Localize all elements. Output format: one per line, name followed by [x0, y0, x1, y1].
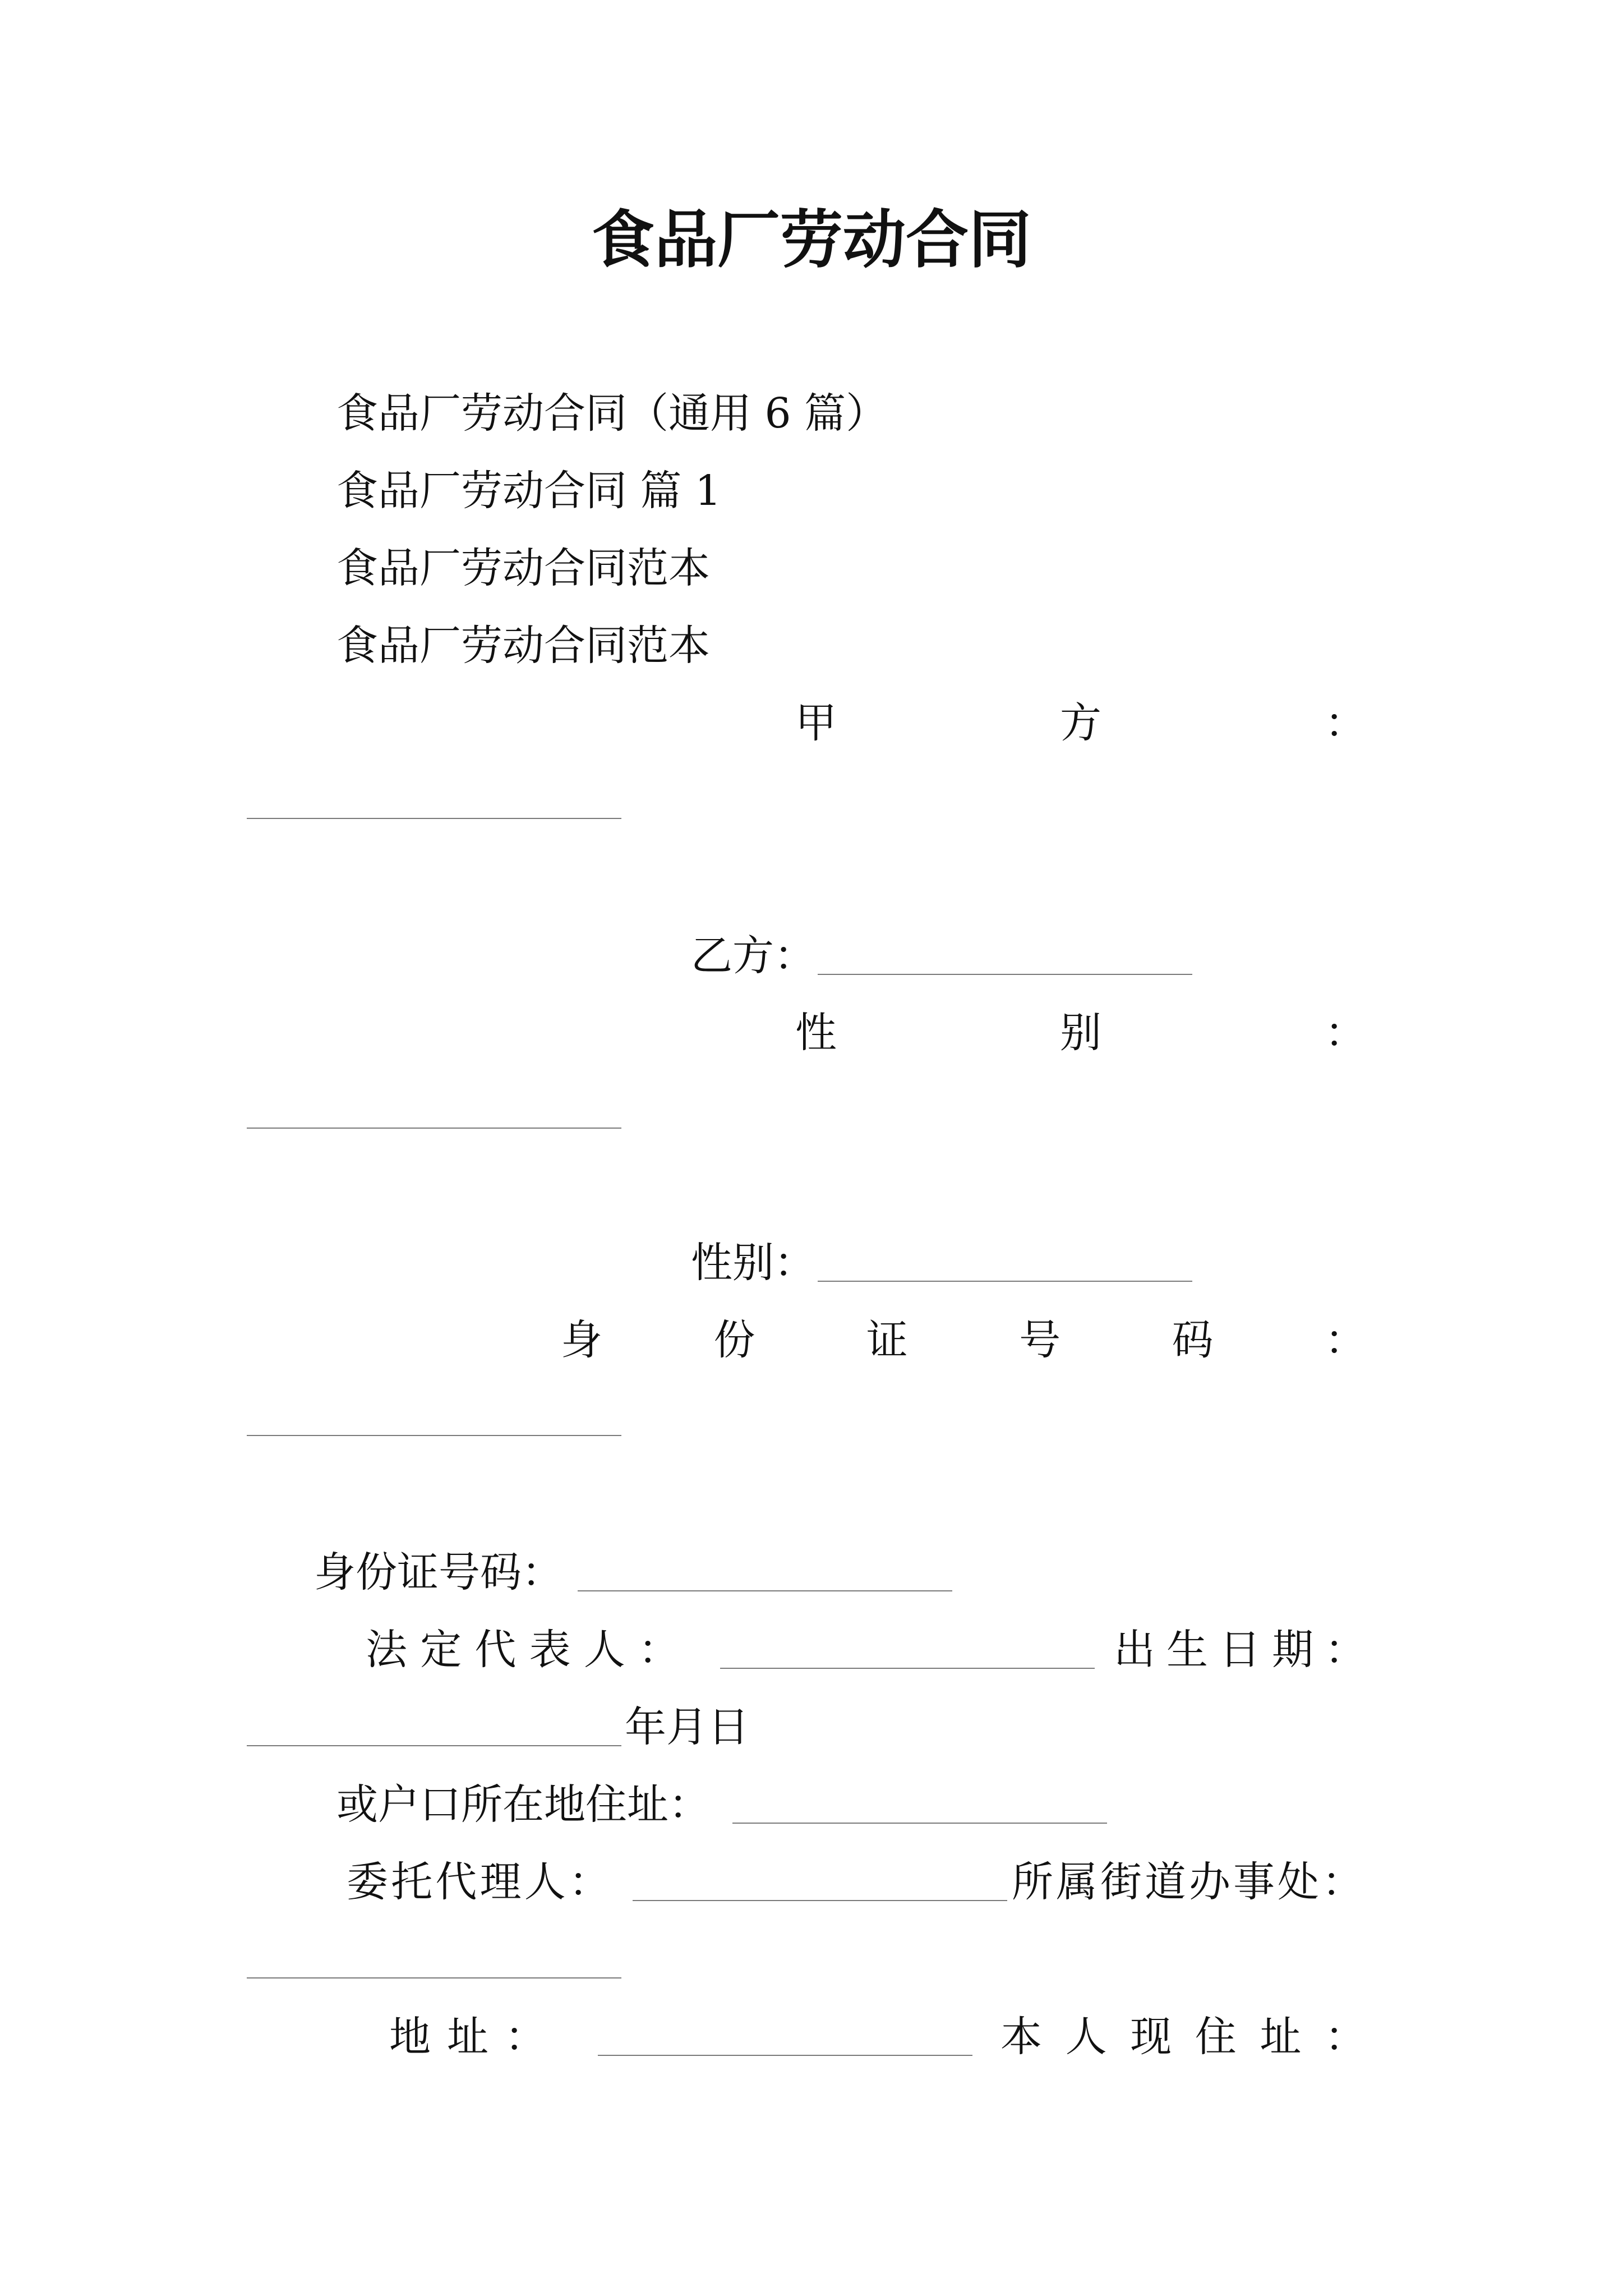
legal-rep-char-1: 法: [366, 1626, 407, 1674]
birth-date-ymd: 年月日: [625, 1703, 749, 1751]
birth-date-label: [1114, 1626, 1366, 1674]
address-colon: ：: [505, 2013, 546, 2061]
intro-line-2: 食品厂劳动合同 篇 1: [336, 467, 722, 515]
intro-line-1: 食品厂劳动合同（通用 6 篇）: [336, 389, 888, 438]
id-number-blank-line: [247, 1435, 621, 1436]
gender-row: [795, 1009, 1366, 1057]
birth-date-char-2: 生: [1166, 1626, 1208, 1674]
subdistrict-label: 所属街道办事处：: [1012, 1858, 1366, 1906]
agent-char-1: 委: [347, 1858, 388, 1906]
agent-char-4: 理: [479, 1858, 522, 1906]
legal-rep-char-4: 表: [529, 1626, 571, 1674]
birth-date-blank-line: [247, 1745, 621, 1746]
current-address-label: [1000, 2013, 1366, 2061]
agent-char-3: 代: [435, 1858, 477, 1906]
legal-representative-label: [366, 1626, 680, 1674]
agent-blank-line: [633, 1900, 1007, 1901]
legal-rep-char-5: 人: [583, 1626, 625, 1674]
address-char-2: 址: [447, 2013, 488, 2061]
gender-label: 性别：: [691, 1239, 815, 1287]
id-number-row: [561, 1316, 1366, 1364]
address-char-1: 地: [389, 2013, 431, 2061]
party-a-row: [795, 699, 1366, 747]
agent-char-2: 托: [391, 1858, 433, 1906]
party-a-blank-line: [247, 818, 621, 819]
party-a-char-2: 方: [1060, 699, 1101, 747]
id-number-label-blank-line: [578, 1590, 952, 1591]
legal-rep-char-2: 定: [420, 1626, 462, 1674]
gender-label-blank-line: [818, 1281, 1192, 1282]
party-b-label: 乙方：: [691, 932, 815, 980]
legal-rep-char-3: 代: [474, 1626, 517, 1674]
id-colon: ：: [1324, 1316, 1366, 1364]
id-char-4: 号: [1019, 1316, 1061, 1364]
party-a-char-1: 甲: [795, 699, 837, 747]
id-char-3: 证: [866, 1316, 908, 1364]
hukou-address-label: 或户口所在地住址：: [336, 1780, 710, 1829]
id-char-2: 份: [713, 1316, 755, 1364]
id-number-label: 身份证号码：: [314, 1548, 563, 1596]
current-address-char-5: 址: [1260, 2013, 1302, 2061]
gender-colon: ：: [1325, 1009, 1366, 1057]
subdistrict-blank-line: [247, 1977, 621, 1978]
legal-rep-colon: ：: [638, 1626, 680, 1674]
current-address-colon: ：: [1324, 2013, 1366, 2061]
gender-char-1: 性: [795, 1009, 837, 1057]
agent-char-5: 人: [524, 1858, 566, 1906]
birth-date-char-3: 日: [1219, 1626, 1261, 1674]
id-char-5: 码: [1172, 1316, 1214, 1364]
legal-representative-blank-line: [720, 1668, 1095, 1669]
address-blank-line: [598, 2055, 972, 2056]
current-address-char-2: 人: [1065, 2013, 1107, 2061]
gender-char-2: 别: [1060, 1009, 1101, 1057]
birth-date-char-1: 出: [1114, 1626, 1155, 1674]
intro-line-3: 食品厂劳动合同范本: [336, 544, 710, 592]
current-address-char-4: 住: [1195, 2013, 1237, 2061]
gender-blank-line: [247, 1128, 621, 1129]
document-title: 食品厂劳动合同: [592, 204, 1031, 277]
hukou-address-blank-line: [732, 1823, 1107, 1824]
agent-label: [347, 1858, 610, 1906]
address-label: [389, 2013, 546, 2061]
current-address-char-1: 本: [1000, 2013, 1042, 2061]
id-char-1: 身: [561, 1316, 602, 1364]
current-address-char-3: 现: [1130, 2013, 1172, 2061]
party-a-colon: ：: [1325, 699, 1366, 747]
birth-date-char-4: 期: [1272, 1626, 1313, 1674]
agent-colon: ：: [568, 1858, 610, 1906]
birth-date-colon: ：: [1325, 1626, 1366, 1674]
intro-line-4: 食品厂劳动合同范本: [336, 622, 710, 670]
party-b-blank-line: [818, 974, 1192, 975]
